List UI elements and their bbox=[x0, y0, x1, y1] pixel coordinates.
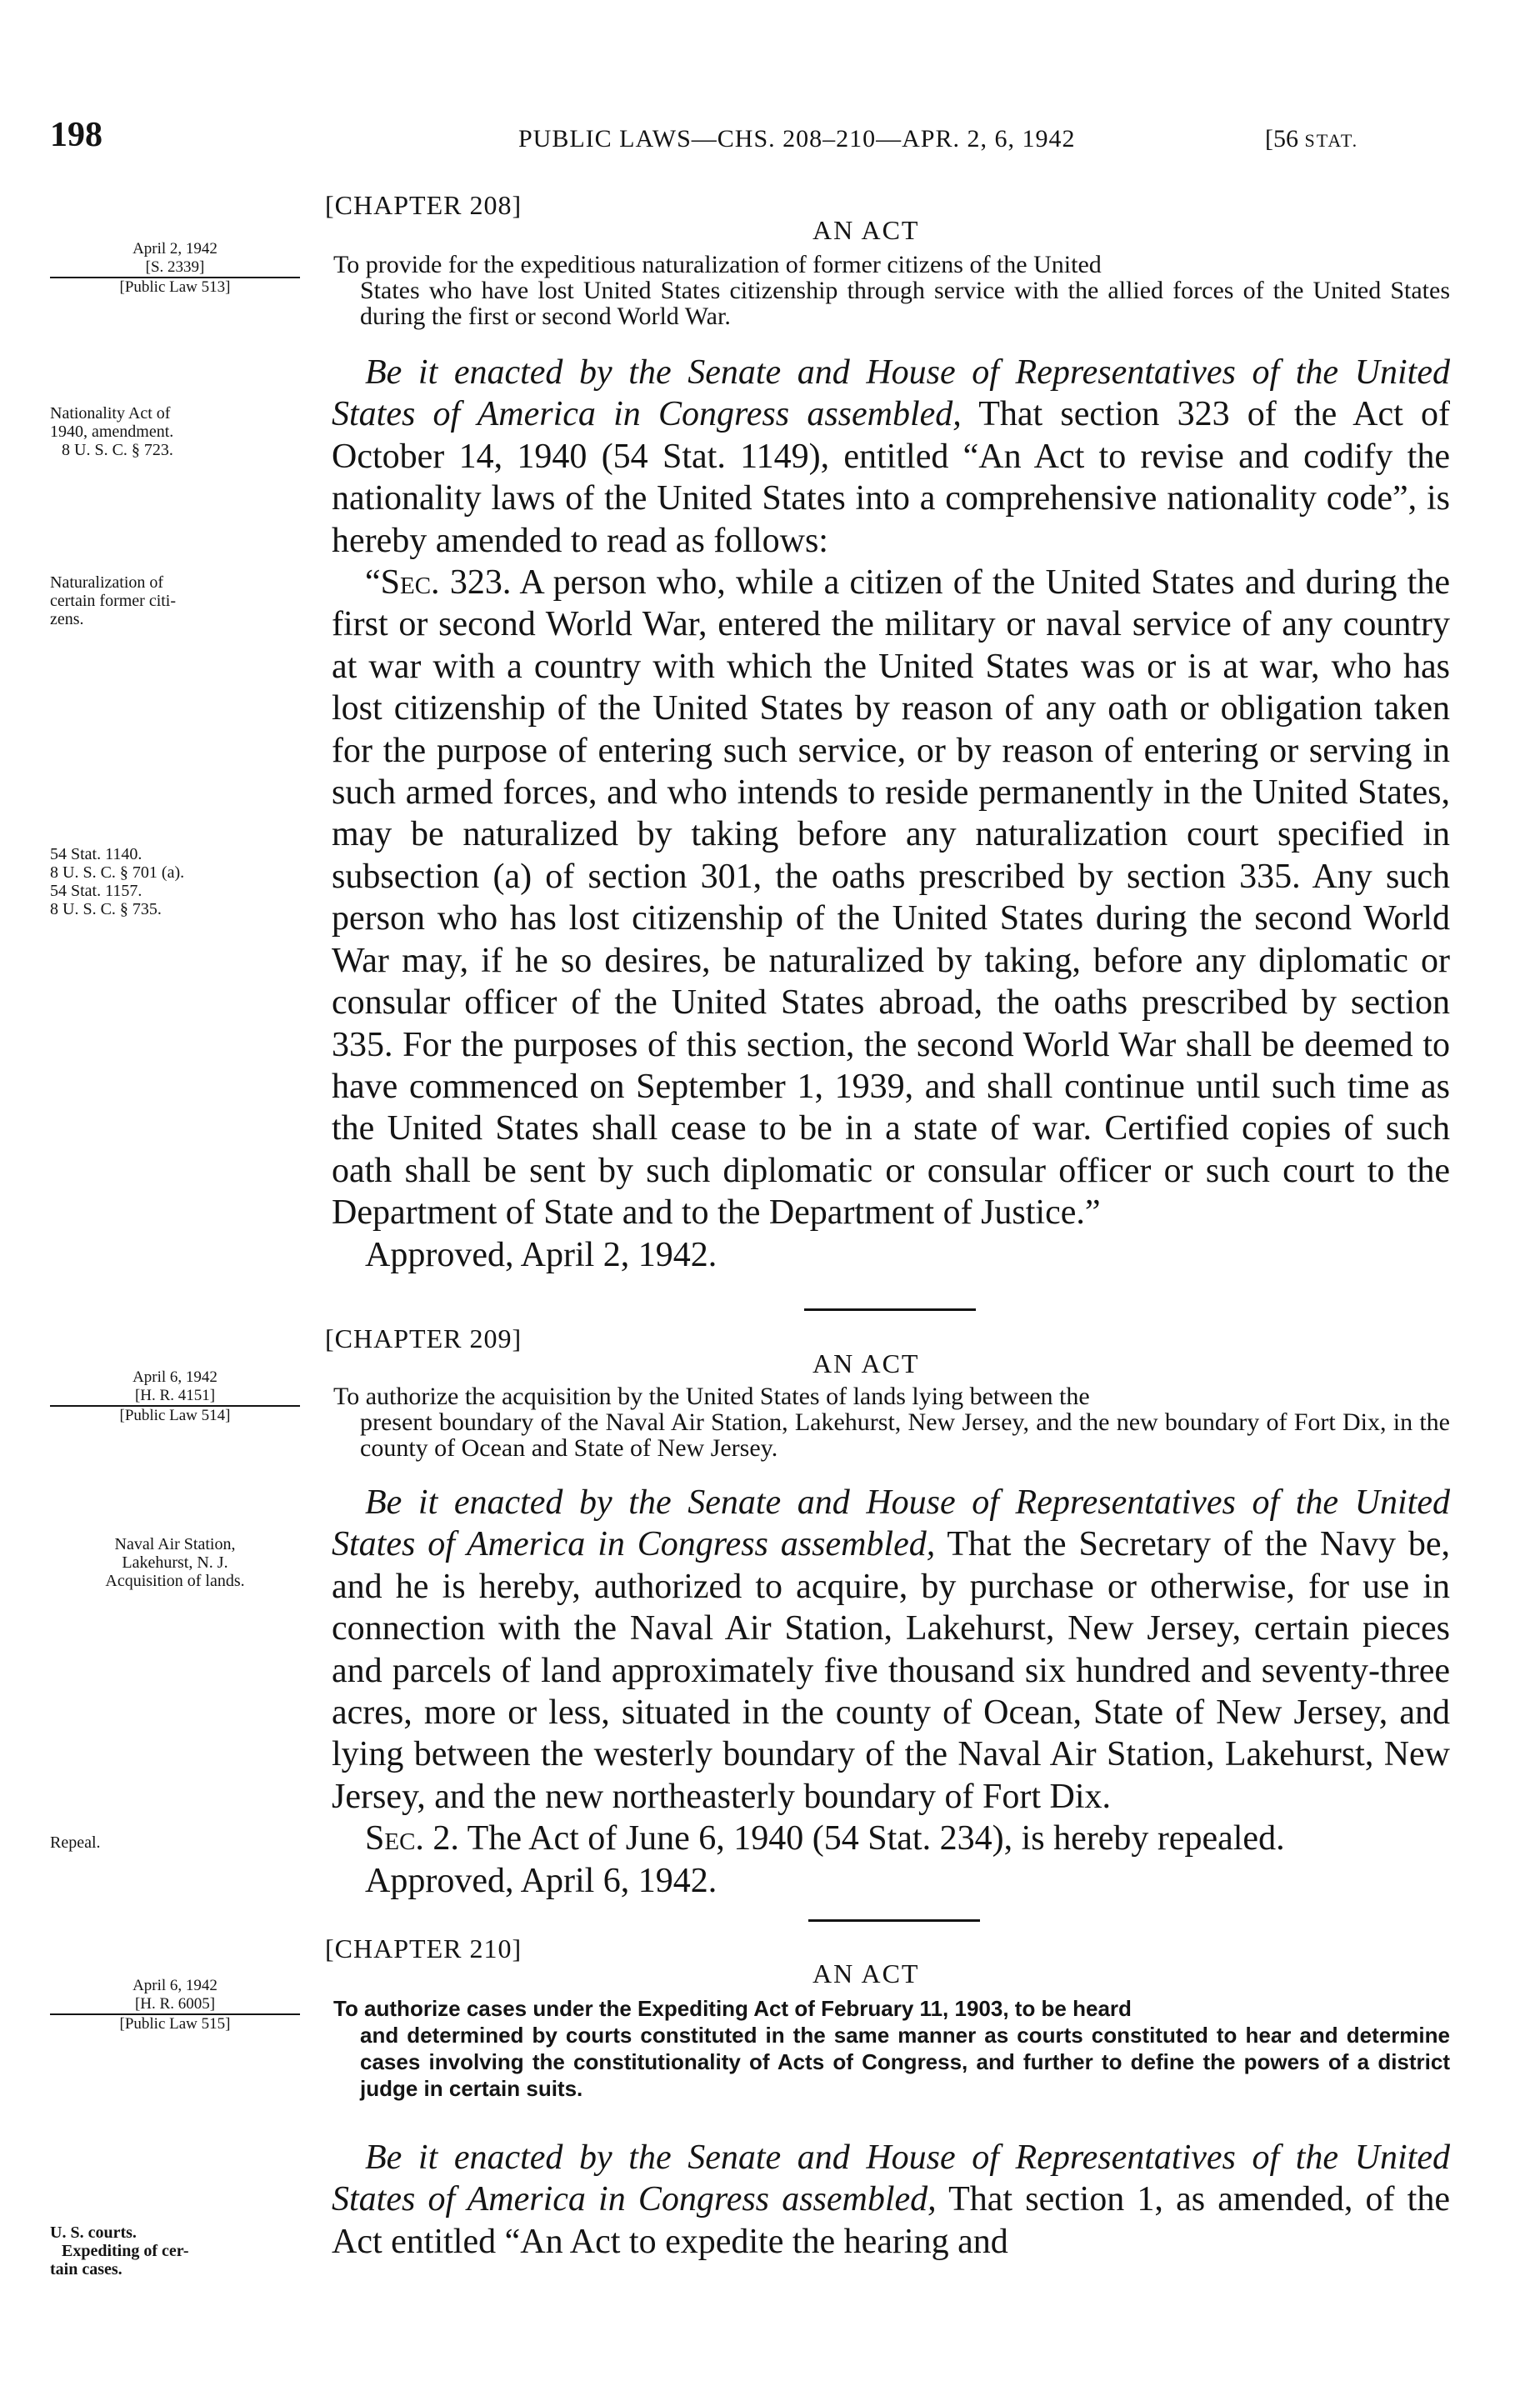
margin-bill-number: [H. R. 6005] bbox=[50, 1995, 300, 2015]
margin-public-law: [Public Law 515] bbox=[119, 2015, 231, 2033]
margin-date: April 6, 1942 bbox=[132, 1368, 218, 1386]
act-purpose: To authorize cases under the Expediting Act of February 11, 1903, to be heard and determined by courts constituted in the same manner as courts constituted to hear and determine cases involving the constitutionality of Acts of Congress, and further to define the powers of a district judge in certain suits. bbox=[333, 1996, 1450, 2101]
act-label: AN ACT bbox=[812, 1348, 920, 1378]
enacting-paragraph: Be it enacted by the Senate and House of Representatives of the United States of America in Congress assembled, That section 323 of the Act of October 14, 1940 (54 Stat. 1149), entitled “An Act to revise and codify the nationality laws of the United States into a comprehensive nationality code”, is hereby amended to read as follows: bbox=[332, 353, 1450, 560]
margin-date-block bbox=[50, 1977, 300, 2033]
side-note-repeal: Repeal. bbox=[50, 1833, 101, 1852]
enacting-clause: Be it enacted by the Senate and House of Representatives of the United States of America in Congress assembled, bbox=[332, 1483, 1450, 1564]
enacting-paragraph: Be it enacted by the Senate and House of Representatives of the United States of America in Congress assembled, That section 1, as amended, of the Act entitled “An Act to expedite the hearing and bbox=[332, 2138, 1450, 2261]
margin-date-block bbox=[50, 1368, 300, 1425]
side-note-nationality-act: Nationality Act of 1940, amendment. 8 U. S. C. § 723. bbox=[50, 404, 174, 459]
act-purpose: To authorize the acquisition by the United States of lands lying between the present boundary of the Naval Air Station, Lakehurst, New Jersey, and the new boundary of Fort Dix, in the county of Ocean and State of New Jersey. bbox=[333, 1383, 1450, 1462]
side-note-us-courts: U. S. courts. Expediting of cer- tain cases. bbox=[50, 2223, 189, 2278]
page-number: 198 bbox=[50, 116, 102, 154]
page-header bbox=[0, 115, 1540, 157]
chapter-divider bbox=[804, 1308, 976, 1311]
chapter-title: [CHAPTER 208] bbox=[325, 190, 522, 220]
act-label: AN ACT bbox=[812, 1958, 920, 1988]
side-note-naturalization: Naturalization of certain former citi- zens. bbox=[50, 573, 177, 628]
side-note-citations: 54 Stat. 1140. 8 U. S. C. § 701 (a). 54 Stat. 1157. 8 U. S. C. § 735. bbox=[50, 845, 185, 918]
act-label: AN ACT bbox=[812, 215, 920, 245]
act-body bbox=[332, 352, 1450, 1276]
side-note-naval-air-station: Naval Air Station, Lakehurst, N. J. Acquisition of lands. bbox=[105, 1535, 245, 1590]
section-323-paragraph: “Sec. 323. A person who, while a citizen of the United States and during the first or second World War, entered the military or naval service of any country at war with a country with which the United States was or is at war, who has lost citizenship of the United States by reason of any oath or obligation taken for the purpose of entering such service, or by reason of entering or serving in such armed forces, and who intends to reside permanently in the United States, may be naturalized by taking before any naturalization court specified in subsection (a) of section 301, the oaths prescribed by section 335. Any such person who has lost citizenship of the United States during the second World War may, if he so desires, be naturalized by taking, before any diplomatic or consular officer of the United States abroad, the oaths prescribed by section 335. For the purposes of this section, the second World War shall be deemed to have commenced on September 1, 1939, and shall continue until such time as the United States shall cease to be in a state of war. Certified copies of such oath shall be sent by such diplomatic or consular officer or such court to the Department of State and to the Department of Justice.” bbox=[332, 563, 1450, 1233]
statute-reference: [56 STAT. bbox=[1265, 125, 1359, 153]
margin-bill-number: [H. R. 4151] bbox=[50, 1387, 300, 1407]
margin-date: April 6, 1942 bbox=[132, 1977, 218, 1994]
margin-bill-number: [S. 2339] bbox=[50, 258, 300, 278]
margin-public-law: [Public Law 513] bbox=[119, 278, 231, 296]
chapter-title: [CHAPTER 209] bbox=[325, 1323, 522, 1353]
enacting-clause: Be it enacted by the Senate and House of Representatives of the United States of America in Congress assembled, bbox=[332, 353, 1450, 434]
approved-line: Approved, April 6, 1942. bbox=[365, 1861, 718, 1900]
approved-line: Approved, April 2, 1942. bbox=[365, 1235, 718, 1274]
margin-date-block bbox=[50, 240, 300, 297]
act-body bbox=[332, 2137, 1450, 2263]
chapter-divider bbox=[808, 1919, 980, 1922]
margin-date: April 2, 1942 bbox=[132, 240, 218, 258]
enacting-clause: Be it enacted by the Senate and House of Representatives of the United States of America in Congress assembled, bbox=[332, 2138, 1450, 2219]
act-purpose: To provide for the expeditious naturalization of former citizens of the United States who have lost United States citizenship through service with the allied forces of the United States during the first or second World War. bbox=[333, 251, 1450, 330]
chapter-title: [CHAPTER 210] bbox=[325, 1933, 522, 1963]
act-body bbox=[332, 1482, 1450, 1902]
enacting-paragraph: Be it enacted by the Senate and House of Representatives of the United States of America in Congress assembled, That the Secretary of the Navy be, and he is hereby, authorized to acquire, by purchase or otherwise, for use in connection with the Naval Air Station, Lakehurst, New Jersey, certain pieces and parcels of land approximately five thousand six hundred and seventy-three acres, more or less, situated in the county of Ocean, State of New Jersey, and lying between the westerly boundary of the Naval Air Station, Lakehurst, New Jersey, and the new northeasterly boundary of Fort Dix. bbox=[332, 1483, 1450, 1816]
section-2-paragraph: Sec. 2. The Act of June 6, 1940 (54 Stat. 234), is hereby repealed. bbox=[365, 1819, 1285, 1858]
running-head: PUBLIC LAWS—CHS. 208–210—APR. 2, 6, 1942 bbox=[518, 125, 1076, 153]
margin-public-law: [Public Law 514] bbox=[119, 1407, 231, 1424]
